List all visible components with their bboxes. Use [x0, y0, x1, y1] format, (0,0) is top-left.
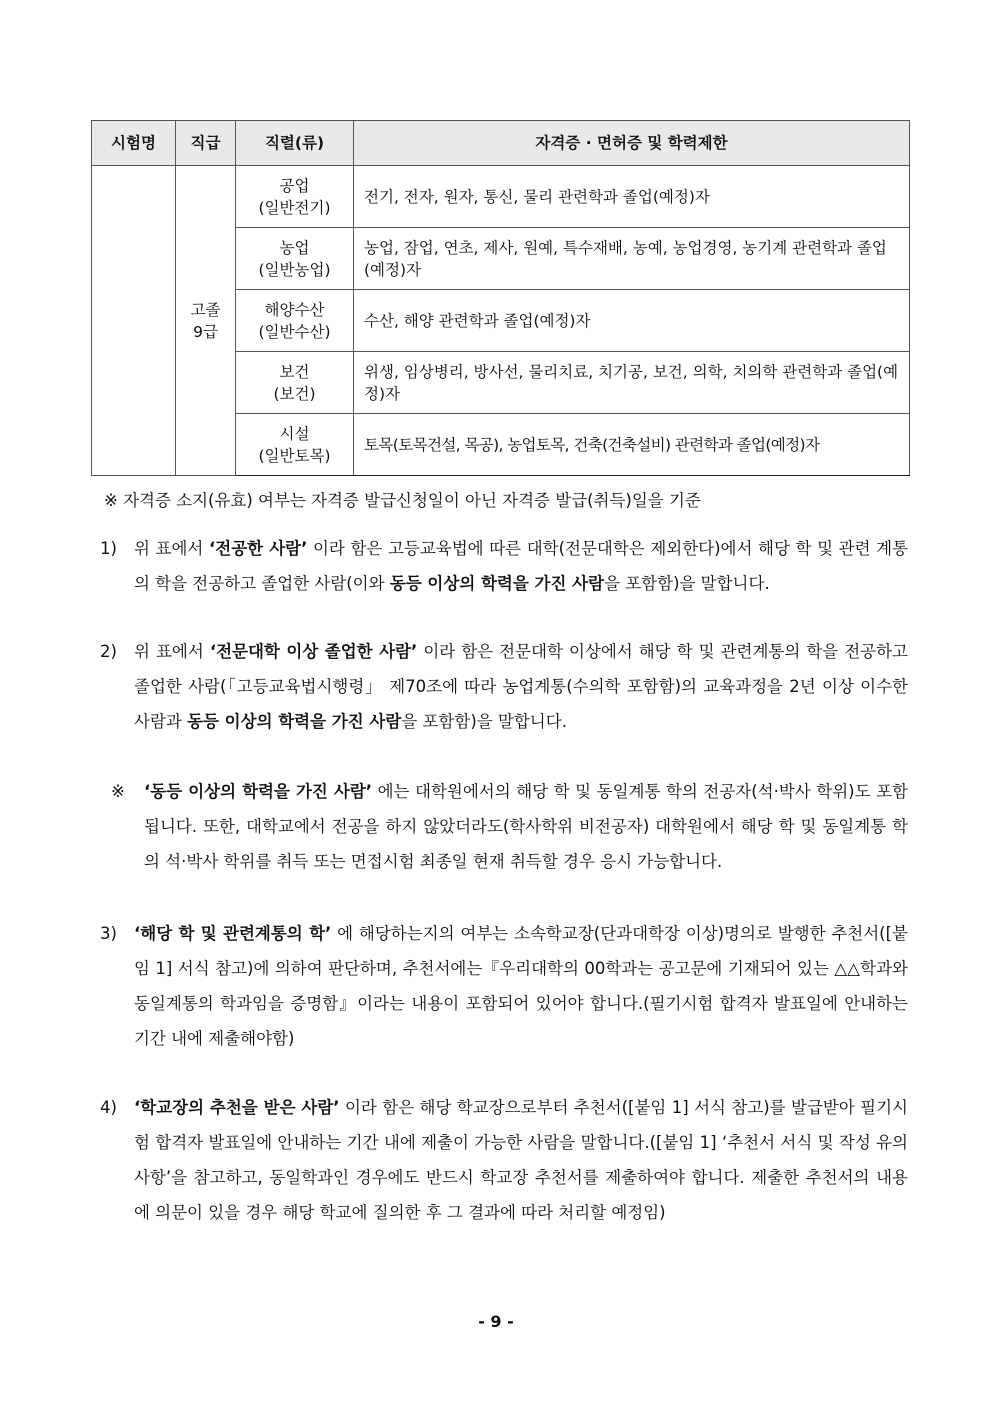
emphasis-term: ‘해당 학 및 관련계통의 학’ [134, 924, 332, 943]
requirement-cell: 토목(토목건설, 목공), 농업토목, 건축(건축설비) 관련학과 졸업(예정)자 [354, 414, 910, 476]
paragraph-body [134, 916, 908, 1056]
text-run: 이라 함은 고등교육법에 따른 대학(전문대학은 제외한다)에서 해당 학 및 관련 계통의 학을 전공하고 졸업한 사람(이와 [134, 539, 909, 593]
header-exam-name: 시험명 [92, 121, 176, 166]
paragraph-number: 2) [100, 642, 117, 661]
equivalent-education-note [100, 774, 908, 879]
header-grade: 직급 [176, 121, 236, 166]
paragraph-number: 1) [100, 539, 117, 558]
requirement-cell: 위생, 임상병리, 방사선, 물리치료, 치기공, 보건, 의학, 치의학 관련학과 졸업(예정)자 [354, 352, 910, 414]
table-header-row [92, 121, 910, 166]
series-cell: 농업 (일반농업) [236, 228, 354, 290]
text-run: 을 포함함)을 말합니다. [401, 712, 567, 731]
text-run: 위 표에서 [134, 642, 210, 661]
text-run: 에 해당하는지의 여부는 소속학교장(단과대학장 이상)명의로 발행한 추천서([붙임 1] 서식 참고)에 의하여 판단하며, 추천서에는『우리대학의 00학과는 공고문에 기재되어 있는 △△학과와 동일계통의 학과임을 증명함』이라는 내용이 포함되어 있어야 합니다.(필기시험 합격자 발표일에 안내하는 기간 내에 제출해야함) [134, 924, 908, 1048]
paragraph-body [134, 1090, 908, 1230]
paragraph-number: 3) [100, 924, 117, 943]
series-cell: 시설 (일반토목) [236, 414, 354, 476]
emphasis-term: ‘전공한 사람’ [209, 539, 308, 558]
requirement-cell: 전기, 전자, 원자, 통신, 물리 관련학과 졸업(예정)자 [354, 166, 910, 228]
requirement-cell: 수산, 해양 관련학과 졸업(예정)자 [354, 290, 910, 352]
emphasis-term: ‘전문대학 이상 졸업한 사람’ [209, 642, 418, 661]
emphasis-term: ‘학교장의 추천을 받은 사람’ [134, 1098, 340, 1117]
paragraph-body [144, 774, 908, 879]
text-run: 이라 함은 해당 학교장으로부터 추천서([붙임 1] 서식 참고)를 발급받아 필기시험 합격자 발표일에 안내하는 기간 내에 제출이 가능한 사람을 말합니다.([붙임 1] ‘추천서 서식 및 작성 유의사항’을 참고하고, 동일학과인 경우에도 반드시 학교장 추천서를 제출하여야 합니다. 제출한 추천서의 내용에 의문이 있을 경우 해당 학교에 질의한 후 그 결과에 따라 처리할 예정임) [134, 1098, 908, 1222]
paragraph-body [134, 531, 908, 601]
text-run: 위 표에서 [134, 539, 209, 558]
grade-cell: 고졸 9급 [176, 166, 236, 476]
paragraph-3 [100, 916, 908, 1056]
emphasis-term: 동등 이상의 학력을 가진 사람 [187, 712, 402, 731]
paragraph-4 [100, 1090, 908, 1230]
table-row [92, 166, 910, 228]
page-number: - 9 - [478, 1312, 514, 1331]
certificate-date-note: ※ 자격증 소지(유효) 여부는 자격증 발급신청일이 아닌 자격증 발급(취득)일을 기준 [104, 491, 701, 510]
paragraph-number: 4) [100, 1098, 117, 1117]
header-series: 직렬(류) [236, 121, 354, 166]
text-run: 을 포함함)을 말합니다. [604, 574, 770, 593]
requirements-table [91, 120, 910, 476]
note-mark: ※ [111, 782, 125, 801]
text-run: 에는 대학원에서의 해당 학 및 동일계통 학의 전공자(석·박사 학위)도 포함됩니다. 또한, 대학교에서 전공을 하지 않았더라도(학사학위 비전공자) 대학원에서 해당 학 및 동일계통 학의 석·박사 학위를 취득 또는 면접시험 최종일 현재 취득할 경우 응시 가능합니다. [144, 782, 908, 871]
text-run: 이라 함은 전문대학 이상에서 해당 학 및 관련계통의 학을 전공하고 졸업한 사람(「고등교육법시행령」 제70조에 따라 농업계통(수의학 포함함)의 교육과정을 2년 이상 이수한 사람과 [134, 642, 908, 731]
header-requirements: 자격증 · 면허증 및 학력제한 [354, 121, 910, 166]
emphasis-term: 동등 이상의 학력을 가진 사람 [389, 574, 605, 593]
requirement-cell: 농업, 잠업, 연초, 제사, 원예, 특수재배, 농예, 농업경영, 농기계 관련학과 졸업(예정)자 [354, 228, 910, 290]
series-cell: 공업 (일반전기) [236, 166, 354, 228]
series-cell: 보건 (보건) [236, 352, 354, 414]
series-cell: 해양수산 (일반수산) [236, 290, 354, 352]
paragraph-1 [100, 531, 908, 601]
emphasis-term: ‘동등 이상의 학력을 가진 사람’ [144, 782, 373, 801]
paragraph-body [134, 634, 908, 739]
paragraph-2 [100, 634, 908, 739]
exam-name-cell [92, 166, 176, 476]
